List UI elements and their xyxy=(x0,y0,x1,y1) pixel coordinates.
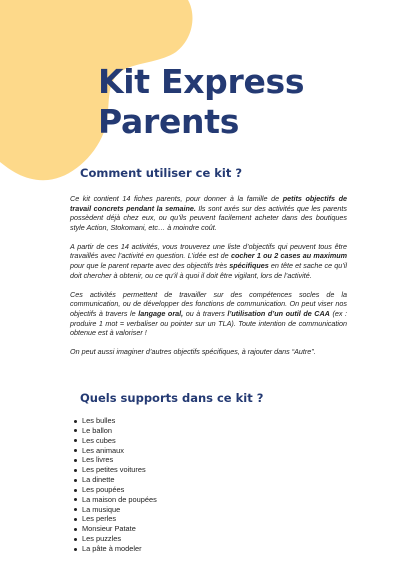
page-title xyxy=(98,62,304,142)
list-item: Les petites voitures xyxy=(82,465,157,475)
list-item: Les perles xyxy=(82,514,157,524)
p3-text-a: Ces activités permettent de travailler sur des compétences socles de la communication, ou de développer des fonctions de communication. On peut viser nos objectifs à travers le xyxy=(70,289,347,318)
paragraph-2 xyxy=(70,242,347,280)
paragraph-1 xyxy=(70,194,347,232)
list-item: La musique xyxy=(82,505,157,515)
p2-bold-b: cocher 1 ou 2 cases au maximum xyxy=(230,251,347,261)
p2-text-c: pour que le parent reparte avec des objectifs très xyxy=(70,261,230,271)
list-item: Les livres xyxy=(82,455,157,465)
supports-list xyxy=(82,416,157,554)
list-item: Les puzzles xyxy=(82,534,157,544)
list-item: Les animaux xyxy=(82,446,157,456)
usage-instructions xyxy=(70,194,347,366)
p1-text-c: Ils sont axés sur des activités que les parents possèdent déjà chez eux, ou qu’ils peuvent facilement acheter dans des boutiques style Action, Stokomani, etc… à moindre coût. xyxy=(70,203,347,232)
list-item: Les cubes xyxy=(82,436,157,446)
section-heading-usage: Comment utiliser ce kit ? xyxy=(80,166,243,180)
list-item: Monsieur Patate xyxy=(82,524,157,534)
p3-text-e: (ex : produire 1 mot = verbaliser ou pointer sur un TLA). Toute intention de communication obtenue est à valoriser ! xyxy=(70,308,347,338)
p3-text-c: ou à travers xyxy=(183,308,228,318)
p3-bold-d: l’utilisation d’un outil de CAA xyxy=(227,308,330,318)
list-item: Les bulles xyxy=(82,416,157,426)
p1-bold: petits objectifs de travail concrets pendant la semaine. xyxy=(70,194,348,213)
page-title-line-2: Parents xyxy=(98,102,240,141)
p1-text-a: Ce kit contient 14 fiches parents, pour donner à la famille de xyxy=(70,194,283,203)
p3-bold-b: langage oral, xyxy=(138,308,184,318)
paragraph-3 xyxy=(70,290,347,338)
list-item: Les poupées xyxy=(82,485,157,495)
paragraph-4: On peut aussi imaginer d’autres objectifs spécifiques, à rajouter dans “Autre”. xyxy=(70,347,316,357)
list-item: La maison de poupées xyxy=(82,494,157,504)
list-item: La pâte à modeler xyxy=(82,544,157,554)
list-item: Le ballon xyxy=(82,426,157,436)
section-heading-supports: Quels supports dans ce kit ? xyxy=(80,391,264,405)
p2-bold-d: spécifiques xyxy=(229,261,269,271)
list-item: La dinette xyxy=(82,475,157,485)
p2-text-a: A partir de ces 14 activités, vous trouverez une liste d’objectifs qui peuvent tous être travaillés avec l’activité en question. L’idée est de xyxy=(70,241,347,261)
p2-text-e: en tête et sache ce qu’il doit chercher à obtenir, ou ce qu’il à quoi il doit être vigilant, lors de l’activité. xyxy=(70,261,347,280)
page-title-line-1: Kit Express xyxy=(98,62,305,101)
